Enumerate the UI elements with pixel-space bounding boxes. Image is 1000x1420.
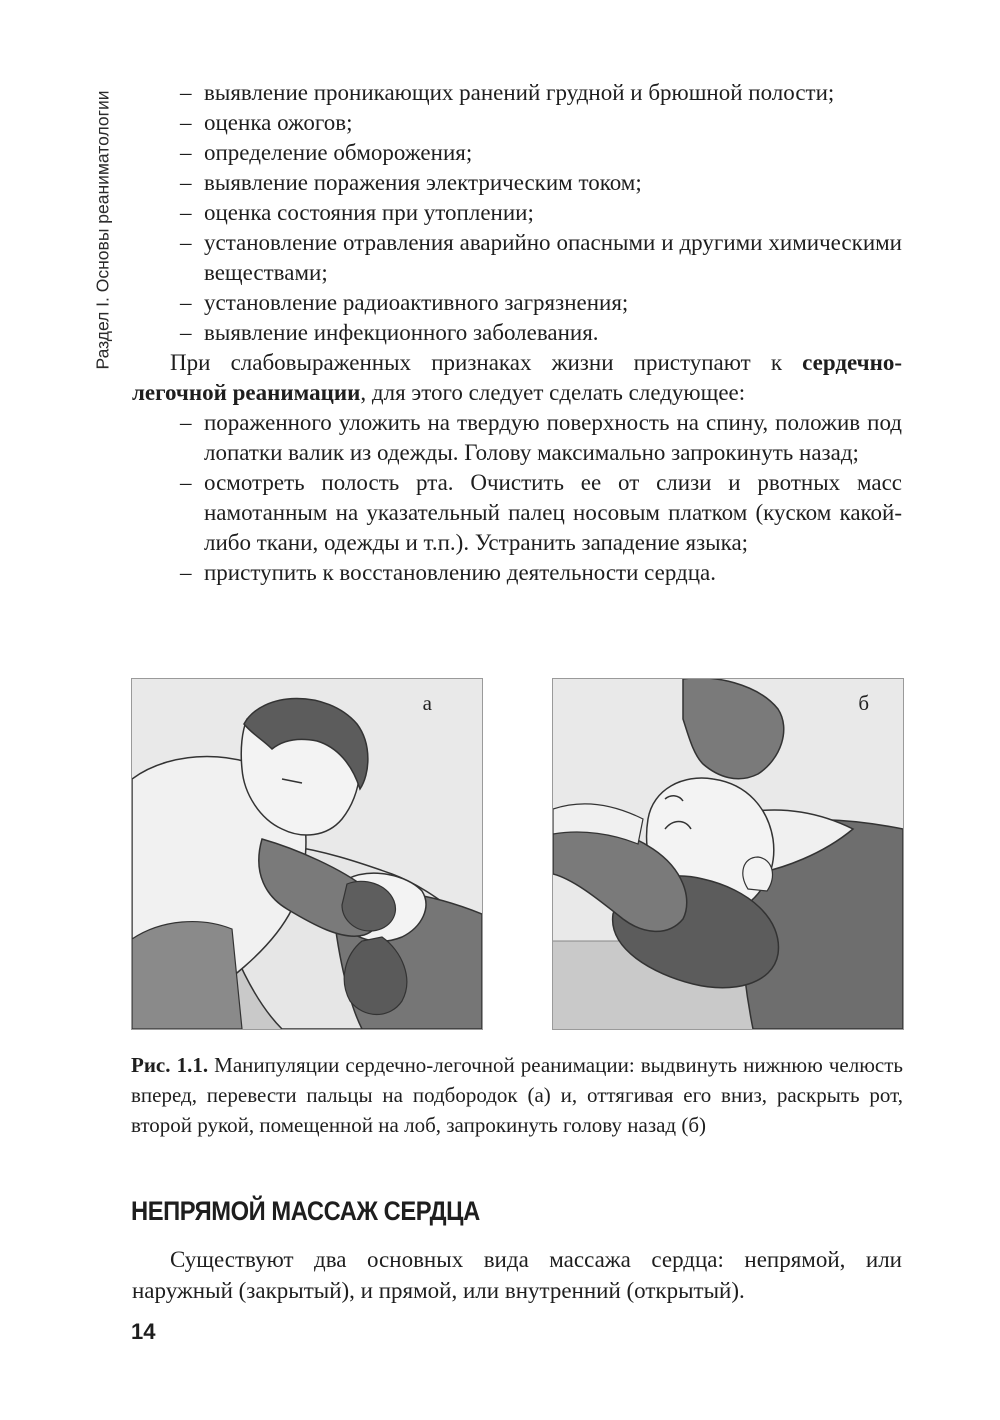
caption-label: Рис. 1.1. <box>131 1053 209 1077</box>
figure-panel-b-label: б <box>858 691 869 715</box>
figure-panel-a-label: а <box>422 691 432 715</box>
illustration-head-tilt <box>553 679 903 1029</box>
bullet-list-1 <box>132 78 902 348</box>
list-item: – выявление поражения электрическим током; <box>180 170 642 195</box>
paragraph-cpr-intro: При слабовыраженных признаках жизни приступают к сердечно-легочной реанимации, для этого следует сделать следующее: <box>132 350 902 405</box>
list-item: – определение обморожения; <box>180 140 473 165</box>
term-cpr: сердечно-легочной реанимации <box>132 350 902 405</box>
page-number: 14 <box>131 1319 156 1344</box>
list-item: – выявление проникающих ранений грудной и брюшной полости; <box>180 80 835 105</box>
running-header-text: Раздел I. Основы реаниматологии <box>92 90 113 370</box>
figure-panel-a <box>131 678 483 1030</box>
figure-caption: Рис. 1.1. Манипуляции сердечно-легочной реанимации: выдвинуть нижнюю челюсть вперед, перевести пальцы на подбородок (а) и, оттягивая его вниз, раскрыть рот, второй рукой, помещенной на лоб, запрокинуть голову назад (б) <box>131 1053 903 1137</box>
list-item: – оценка ожогов; <box>180 110 353 135</box>
figure-panel-b <box>552 678 904 1030</box>
paragraph-massage-types: Существуют два основных вида массажа сердца: непрямой, или наружный (закрытый), и прямой, или внутренний (открытый). <box>132 1247 902 1303</box>
section-heading: НЕПРЯМОЙ МАССАЖ СЕРДЦА <box>131 1196 480 1226</box>
list-item: – приступить к восстановлению деятельности сердца. <box>180 560 717 585</box>
illustration-jaw-thrust <box>132 679 482 1029</box>
list-item: – пораженного уложить на твердую поверхность на спину, положив под лопатки валик из одежды. Голову максимально запрокинуть назад; <box>180 410 902 465</box>
list-item: – осмотреть полость рта. Очистить ее от слизи и рвотных масс намотанным на указательный палец носовым платком (куском какой-либо ткани, одежды и т.п.). Устранить западение языка; <box>180 470 902 555</box>
bullet-list-2 <box>132 408 902 588</box>
figure-1-1 <box>131 678 903 1030</box>
list-item: – выявление инфекционного заболевания. <box>180 320 599 345</box>
list-item: – установление радиоактивного загрязнения; <box>180 290 629 315</box>
running-header <box>88 75 118 385</box>
list-item: – установление отравления аварийно опасными и другими химическими веществами; <box>180 230 902 285</box>
list-item: – оценка состояния при утоплении; <box>180 200 534 225</box>
body-text <box>132 78 902 588</box>
